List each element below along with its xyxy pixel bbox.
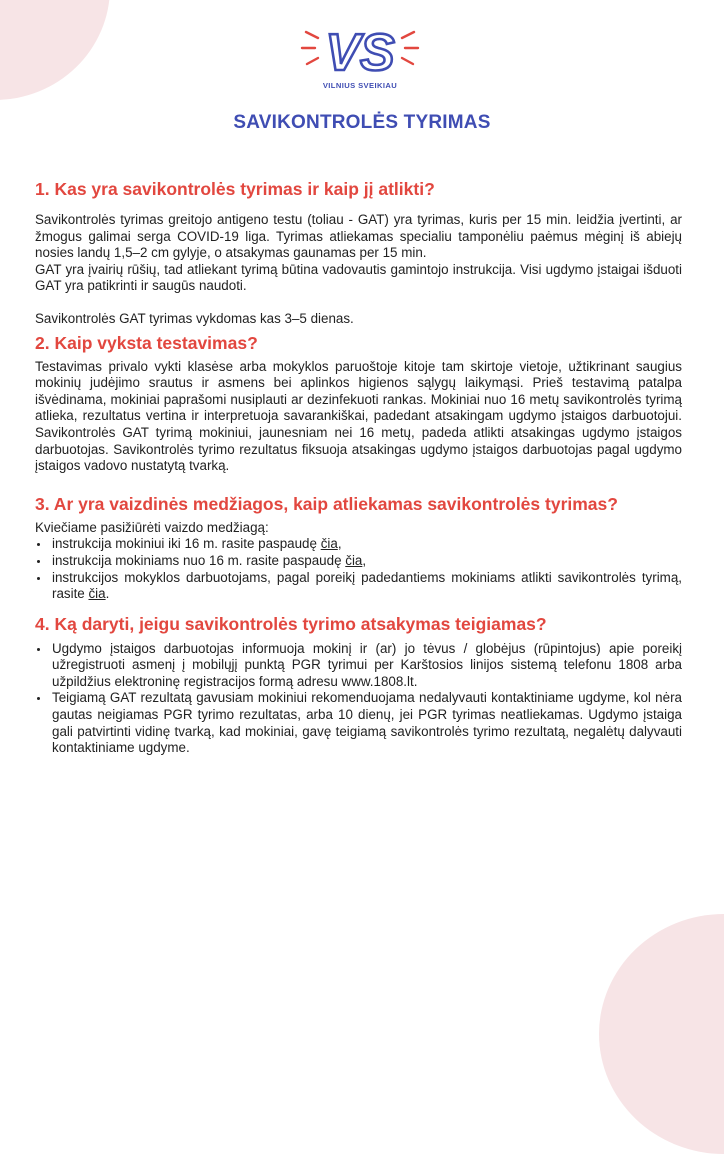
list-item: • instrukcija mokiniui iki 16 m. rasite paspaudę čia, xyxy=(50,536,682,553)
positive-result-list xyxy=(35,641,682,757)
list-item: • instrukcija mokiniams nuo 16 m. rasite paspaudę čia, xyxy=(50,553,682,570)
section-heading: 2. Kaip vyksta testavimas? xyxy=(35,332,258,353)
video-link-over-16[interactable]: čia xyxy=(345,552,363,568)
logo-caption: VILNIUS SVEIKIAU xyxy=(322,81,398,90)
vilnius-sveikiau-logo xyxy=(300,18,420,100)
document-title: SAVIKONTROLĖS TYRIMAS xyxy=(233,112,491,133)
section-positive-result xyxy=(35,613,682,757)
paragraph: Savikontrolės tyrimas greitojo antigeno testu (toliau - GAT) yra tyrimas, kuris per 15 min. leidžia įvertinti, ar žmogus galimai serga COVID-19 liga. Tyrimas atliekamas specialiu tamponėliu paėmus mėginį iš abiejų nosies landų 1,5–2 cm gylyje, o atsakymas gaunamas per 15 min. xyxy=(35,212,682,261)
corner-decoration-bottom-right xyxy=(599,914,724,1154)
video-link-staff[interactable]: čia xyxy=(88,586,106,602)
paragraph: Savikontrolės GAT tyrimas vykdomas kas 3–5 dienas. xyxy=(35,310,354,326)
section-heading: 3. Ar yra vaizdinės medžiagos, kaip atliekamas savikontrolės tyrimas? xyxy=(35,493,618,514)
section-video-materials xyxy=(35,493,682,603)
section-what-is-test xyxy=(35,178,682,328)
video-links-list xyxy=(35,536,682,602)
corner-decoration-top-left xyxy=(0,0,110,100)
logo-letters: VS xyxy=(325,24,395,82)
section-how-testing-works xyxy=(35,332,682,475)
section-heading: 4. Ką daryti, jeigu savikontrolės tyrimo atsakymas teigiamas? xyxy=(35,613,547,634)
paragraph: Testavimas privalo vykti klasėse arba mokyklos paruoštoje kitoje tam skirtoje vietoje, užtikrinant saugius mokinių judėjimo srautus ir asmens bei aplinkos higienos sąlygų laikymąsi. Prieš testavimą patalpa išvėdinama, mokiniai paprašomi nusiplauti ar dezinfekuoti rankas. Mokiniai nuo 16 metų savikontrolės tyrimą atlieka, rezultatus vertina ir interpretuoja savarankiškai, padedant atsakingam ugdymo įstaigos darbuotojui. Savikontrolės GAT tyrimą mokiniui, jaunesniam nei 16 metų, padeda atlikti atsakingas ugdymo įstaigos darbuotojas. Savikontrolės tyrimo rezultatus fiksuoja atsakingas ugdymo įstaigos darbuotojas pagal ugdymo įstaigos vadovo nustatytą tvarką. xyxy=(35,358,682,474)
video-link-under-16[interactable]: čia xyxy=(320,536,338,552)
paragraph: GAT yra įvairių rūšių, tad atliekant tyrimą būtina vadovautis gamintojo instrukcija. Visi ugdymo įstaigai išduoti GAT yra patikrinti ir saugūs naudoti. xyxy=(35,261,682,294)
list-item: • Ugdymo įstaigos darbuotojas informuoja mokinį ir (ar) jo tėvus / globėjus (rūpintojus) apie poreikį užregistruoti asmenį į mobilųjį punktą PGR tyrimui per Karštosios linijos sistemą telefonu 1808 arba užpildžius elektroninę registracijos formą adresu www.1808.lt. xyxy=(50,641,682,691)
list-item: • instrukcijos mokyklos darbuotojams, pagal poreikį padedantiems mokiniams atlikti savikontrolės tyrimą, rasite čia. xyxy=(50,570,682,603)
section-heading: 1. Kas yra savikontrolės tyrimas ir kaip jį atlikti? xyxy=(35,179,435,199)
list-item: • Teigiamą GAT rezultatą gavusiam mokiniui rekomenduojama nedalyvauti kontaktiniame ugdyme, kol nėra gautas neigiamas PGR tyrimo rezultatas, arba 10 dienų, jei PGR tyrimas neatliekamas. Ugdymo įstaiga gali patvirtinti vidinę tvarką, kad mokiniai, gavę teigiamą savikontrolės tyrimo rezultatą, negalėtų dalyvauti kontaktiniame ugdyme. xyxy=(50,690,682,756)
document-body xyxy=(35,178,682,757)
paragraph: Kviečiame pasižiūrėti vaizdo medžiagą: xyxy=(35,519,269,535)
